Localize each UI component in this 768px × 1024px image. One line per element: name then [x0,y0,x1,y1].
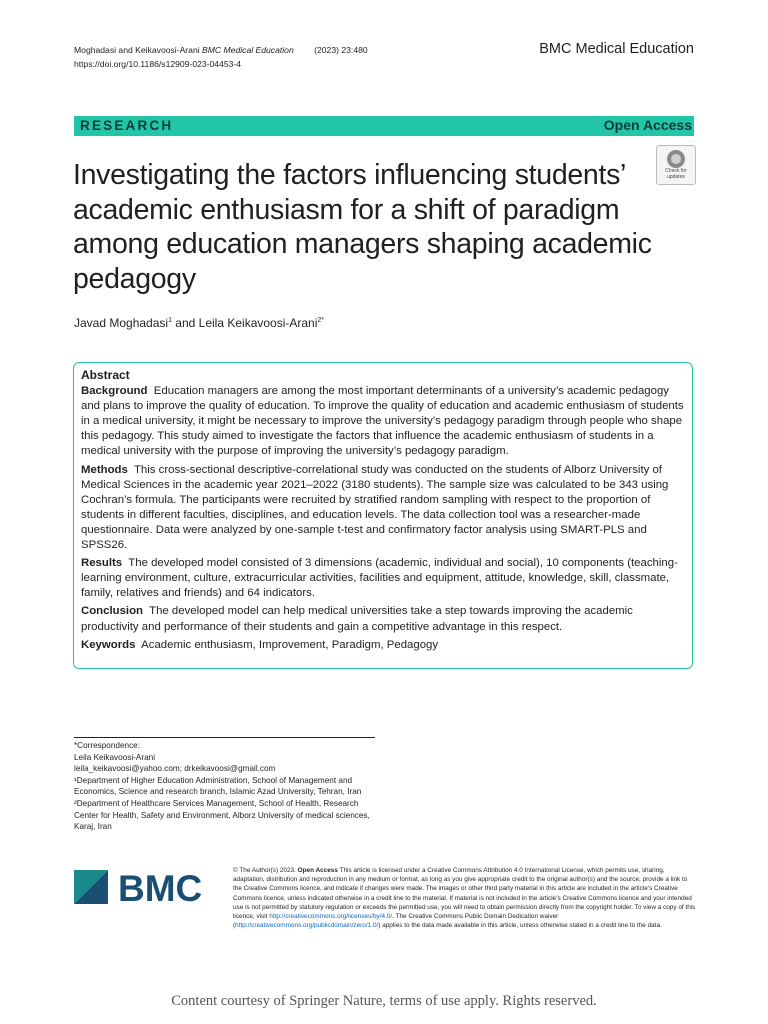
license-text-3: ) applies to the data made available in this article, unless otherwise stated in a credit line to the data. [378,922,662,930]
license-link-zero[interactable]: http://creativecommons.org/publicdomain/zero/1.0/ [235,922,379,930]
section-banner [74,116,694,136]
abstract-conclusion [81,604,687,634]
abstract-box [73,362,693,669]
author-1-affiliation: 1 [168,317,172,324]
affiliation-1: ¹Department of Higher Education Administration, School of Management and Economics, Science and research branch, Islamic Azad University, Tehran, Iran [74,775,362,797]
results-label: Results [81,557,123,570]
methods-label: Methods [81,463,128,476]
header-doi-link[interactable]: https://doi.org/10.1186/s12909-023-04453-4 [74,59,242,69]
abstract-heading: Abstract [81,368,130,382]
correspondence-emails[interactable]: leila_keikavoosi@yahoo.com; drkeikavoosi@gmail.com [74,764,276,774]
bmc-logo [74,866,214,908]
badge-line-2: updates [667,173,685,180]
license-link-by[interactable]: http://creativecommons.org/licenses/by/4.0/ [269,913,393,921]
running-header [74,43,368,71]
conclusion-text: The developed model can help medical universities take a step towards improving the academic productivity and performance of their students and gain a competitive advantage in this respect. [81,605,633,633]
affiliation-2: ²Department of Healthcare Services Management, School of Health, Research Center for Health, Safety and Environment, Alborz University of medical sciences, Karaj, Iran [74,798,370,832]
header-year-volume: (2023) 23:480 [314,45,368,55]
license-prefix: © The Author(s) 2023. [233,867,298,874]
author-connector: and [171,316,199,330]
courtesy-notice: Content courtesy of Springer Nature, terms of use apply. Rights reserved. [171,993,597,1009]
methods-text: This cross-sectional descriptive-correlational study was conducted on the students of Alborz University of Medical Sciences in the academic year 2021–2022 (3180 students). The sample size was calculated to be 343 using Cochran’s formula. The participants were recruited by stratified random sampling with respect to the proportion of students in different faculties, disciplines, and education levels. The data collection tool was a researcher-made questionnaire. Data were analyzed by one-sample t-test and confirmatory factor analysis using SMART-PLS and SPSS26. [81,463,669,552]
keywords-text: Academic enthusiasm, Improvement, Paradigm, Pedagogy [141,638,439,651]
keywords-label: Keywords [81,638,136,651]
author-2-affiliation: 2* [317,317,325,324]
badge-line-1: Check for [665,168,687,174]
abstract-keywords [81,638,687,653]
bmc-logo-text: BMC [118,868,203,908]
journal-name: BMC Medical Education [539,41,694,57]
abstract-methods [81,463,687,554]
conclusion-label: Conclusion [81,605,144,618]
license-open-access: Open Access [297,867,338,874]
open-access-label: Open Access [603,117,692,133]
license-text-1: This article is licensed under a Creative Commons Attribution 4.0 International License, which permits use, sharing, adaptation, distribution and reproduction in any medium or format, as long as you give appropriate credit to the original author(s) and the source, provide a link to the Creative Commons licence, and indicate if changes were made. The images or other third party material in this article are included in the article’s Creative Commons licence, unless indicated otherwise in a credit line to the material. If material is not included in the article’s Creative Commons licence and your intended use is not permitted by statutory regulation or exceeds the permitted use, you will need to obtain permission directly from the copyright holder. To view a copy of this licence, visit [233,867,696,921]
results-text: The developed model consisted of 3 dimensions (academic, individual and social), 10 components (teaching-learning environment, culture, extracurricular activities, facilities and equipment, attitude, knowledge, skill, classmate, family, relatives and friends) and 64 indicators. [81,557,678,600]
author-1[interactable]: Javad Moghadasi [74,316,169,330]
footnotes [74,740,374,833]
correspondence-name: Leila Keikavoosi-Arani [74,752,156,762]
abstract-results [81,556,687,601]
license-text-2: . The Creative Commons Public Domain Dedication waiver ( [233,913,559,930]
header-journal: BMC Medical Education [202,45,294,55]
background-text: Education managers are among the most important determinants of a university’s academic pedagogy and plans to improve the quality of education. To improve the quality of education and academic enthusiasm of students in a medical university, it might be necessary to improve the university’s pedagogy paradigm through people who shape this pedagogy. This study aimed to investigate the factors that influence the academic enthusiasm of students in a medical university with the purpose of improving the university’s pedagogy paradigm. [81,385,684,458]
check-for-updates-icon [667,150,685,168]
license-statement [233,866,696,930]
section-label: RESEARCH [80,118,174,133]
header-authors: Moghadasi and Keikavoosi-Arani [74,45,200,55]
author-2[interactable]: Leila Keikavoosi-Arani [198,316,318,330]
correspondence-label: *Correspondence: [74,741,140,750]
author-list [74,316,324,330]
background-label: Background [81,385,148,398]
article-title: Investigating the factors influencing students’ academic enthusiasm for a shift of paradigm among education managers shaping academic pedagogy [73,159,652,295]
footnote-divider [74,737,375,738]
abstract-background [81,384,687,459]
check-for-updates-badge[interactable] [656,145,696,185]
